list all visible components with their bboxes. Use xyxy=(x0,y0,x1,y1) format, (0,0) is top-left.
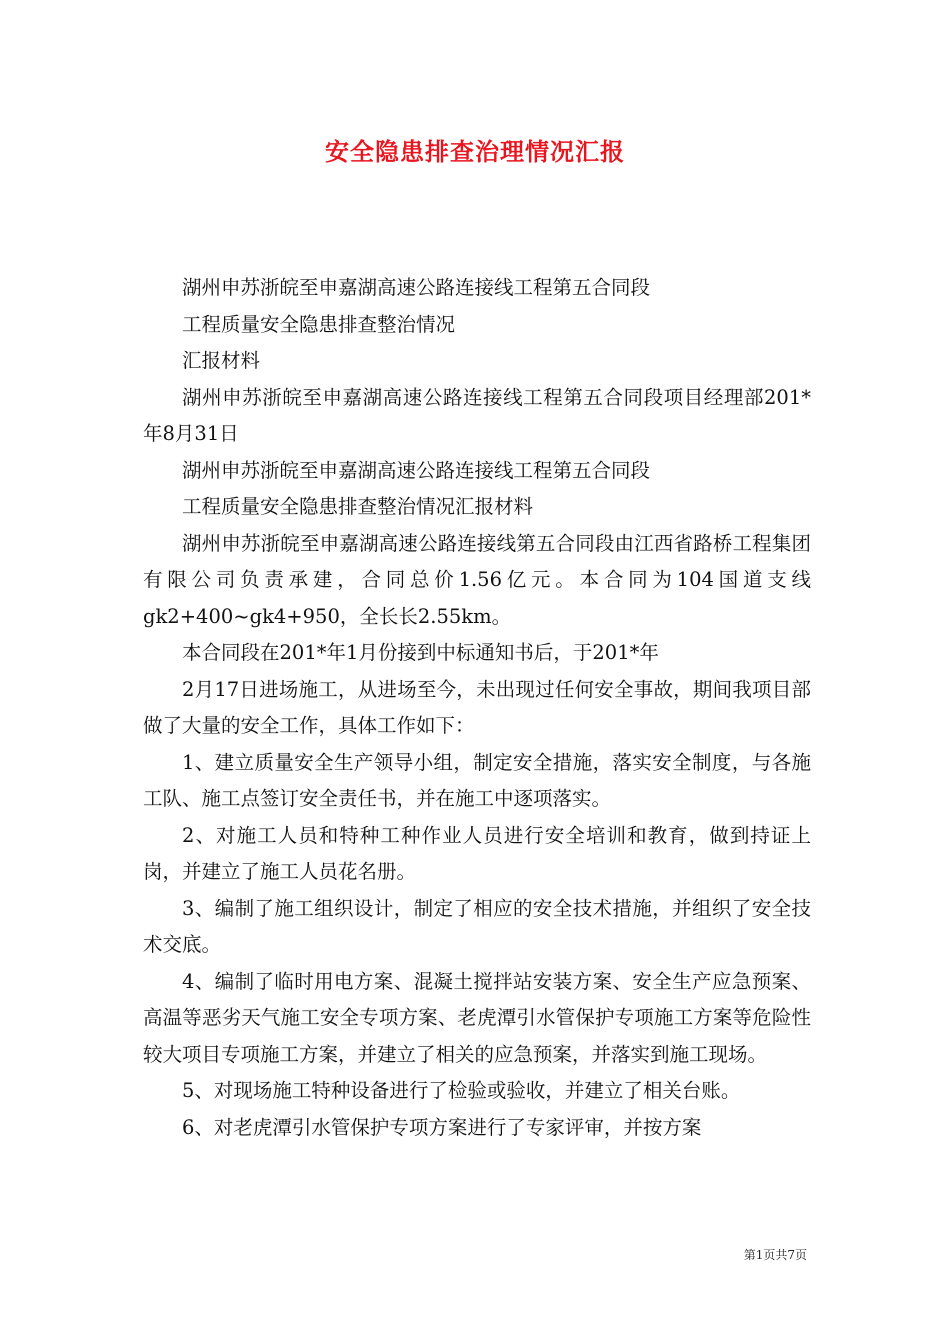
paragraph: 工程质量安全隐患排查整治情况汇报材料 xyxy=(182,495,534,518)
paragraph: 湖州申苏浙皖至申嘉湖高速公路连接线工程第五合同段 xyxy=(182,276,651,299)
paragraph: 2月17日进场施工，从进场至今，未出现过任何安全事故，期间我项目部做了大量的安全工作，具体工作如下： xyxy=(143,677,811,737)
paragraph: 3、编制了施工组织设计，制定了相应的安全技术措施，并组织了安全技术交底。 xyxy=(143,896,811,956)
paragraph: 湖州申苏浙皖至申嘉湖高速公路连接线工程第五合同段 xyxy=(182,458,651,482)
document-body xyxy=(143,270,811,1146)
paragraph: 湖州申苏浙皖至申嘉湖高速公路连接线工程第五合同段项目经理部201*年8月31日 xyxy=(143,385,811,445)
paragraph: 5、对现场施工特种设备进行了检验或验收，并建立了相关台账。 xyxy=(182,1079,741,1102)
page-number-footer: 第1页共7页 xyxy=(743,1248,807,1262)
document-title: 安全隐患排查治理情况汇报 xyxy=(325,137,625,166)
paragraph: 汇报材料 xyxy=(182,349,261,372)
paragraph: 4、编制了临时用电方案、混凝土搅拌站安装方案、安全生产应急预案、高温等恶劣天气施工安全专项方案、老虎潭引水管保护专项施工方案等危险性较大项目专项施工方案，并建立了相关的应急预案，并落实到施工现场。 xyxy=(143,969,811,1066)
paragraph: 1、建立质量安全生产领导小组，制定安全措施，落实安全制度，与各施工队、施工点签订安全责任书，并在施工中逐项落实。 xyxy=(143,750,811,810)
paragraph: 2、对施工人员和特种工种作业人员进行安全培训和教育，做到持证上岗，并建立了施工人员花名册。 xyxy=(143,823,811,883)
paragraph: 6、对老虎潭引水管保护专项方案进行了专家评审，并按方案 xyxy=(182,1115,702,1139)
paragraph: 本合同段在201*年1月份接到中标通知书后，于201*年 xyxy=(182,641,659,664)
paragraph: 湖州申苏浙皖至申嘉湖高速公路连接线第五合同段由江西省路桥工程集团有限公司负责承建，合同总价1.56亿元。本合同为104国道支线gk2+400~gk4+950，全长长2.55km。 xyxy=(143,531,811,628)
paragraph: 工程质量安全隐患排查整治情况 xyxy=(182,312,456,336)
